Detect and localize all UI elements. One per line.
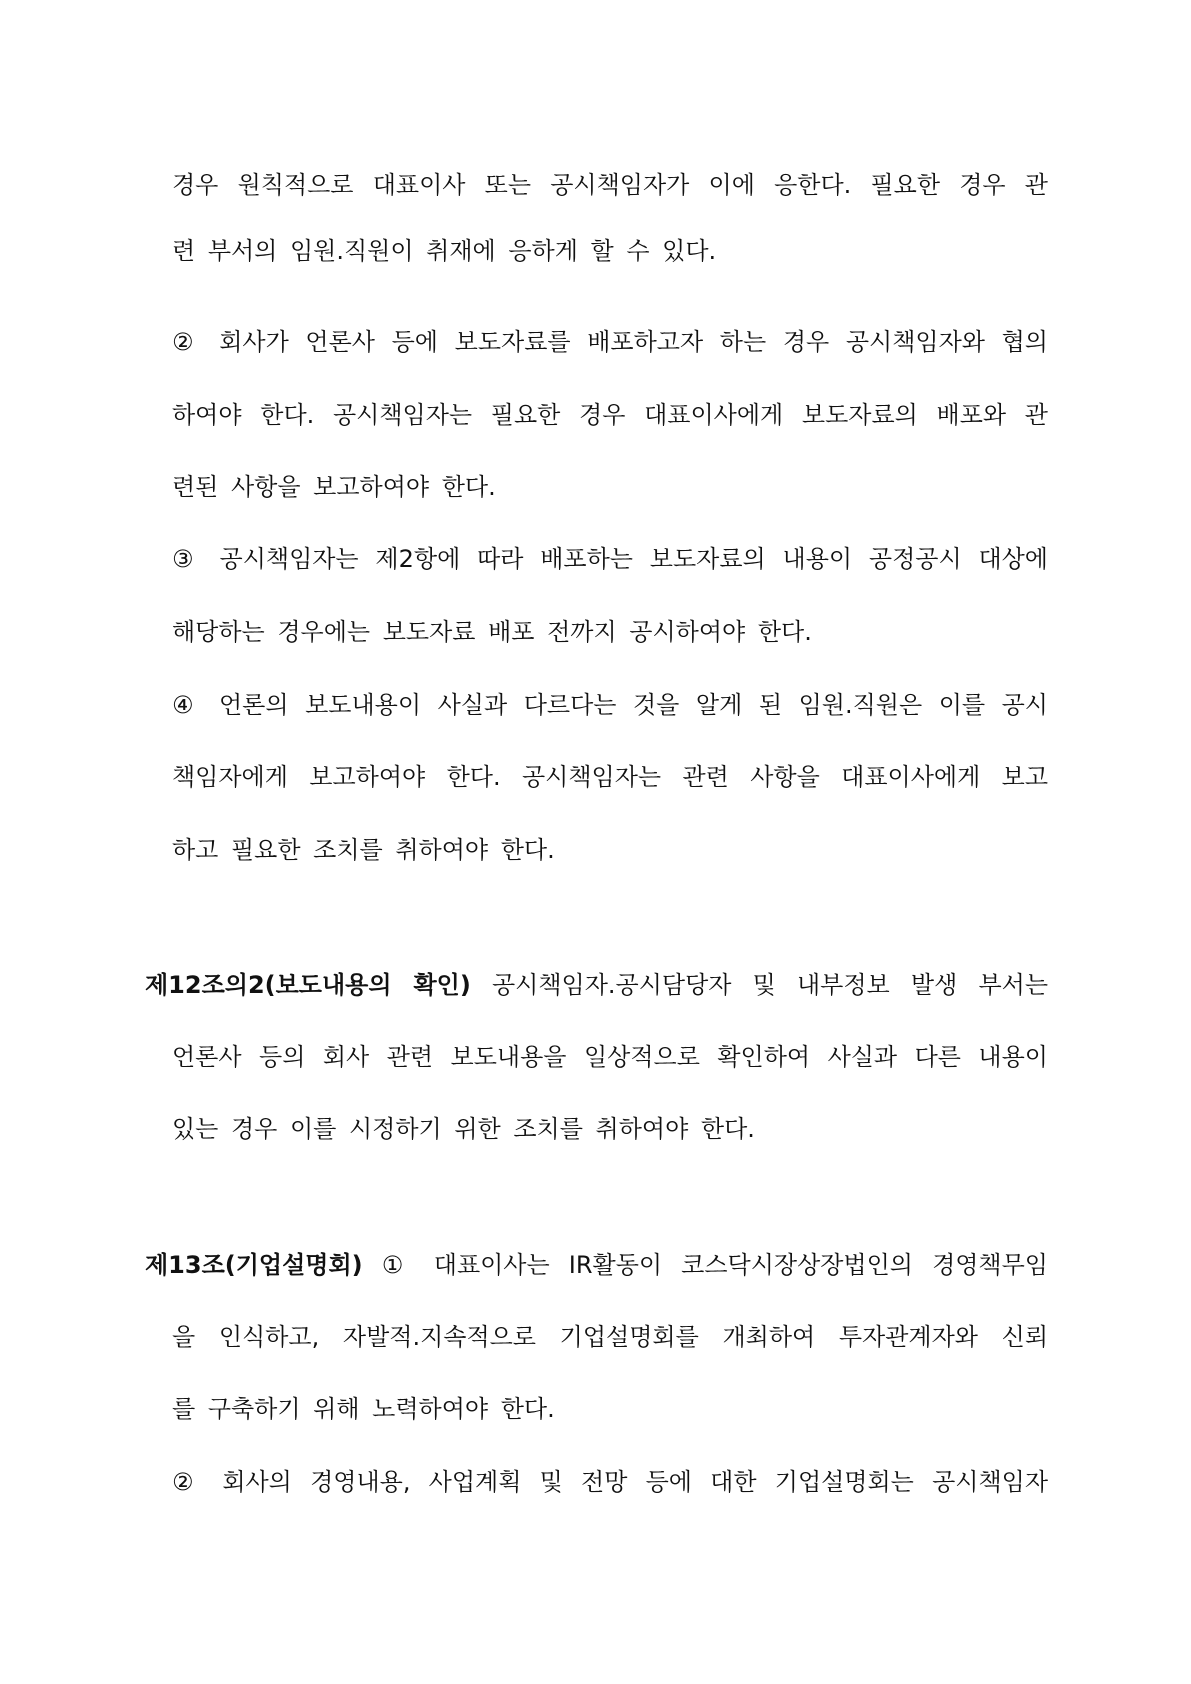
body-line: 련된 사항을 보고하여야 한다.: [172, 473, 496, 501]
body-line: 있는 경우 이를 시정하기 위한 조치를 취하여야 한다.: [172, 1115, 755, 1143]
article-13-text: ① 대표이사는 IR활동이 코스닥시장상장법인의 경영책무임: [362, 1251, 1048, 1279]
body-line: ④ 언론의 보도내용이 사실과 다르다는 것을 알게 된 임원.직원은 이를 공시: [172, 691, 1048, 719]
body-line: ② 회사가 언론사 등에 보도자료를 배포하고자 하는 경우 공시책임자와 협의: [172, 328, 1048, 356]
body-line: ② 회사의 경영내용, 사업계획 및 전망 등에 대한 기업설명회는 공시책임자: [172, 1468, 1048, 1496]
article-13-title: 제13조(기업설명회): [145, 1251, 363, 1279]
body-line: 를 구축하기 위해 노력하여야 한다.: [172, 1395, 555, 1423]
article-12-2-title: 제12조의2(보도내용의 확인): [145, 971, 471, 999]
body-line: 책임자에게 보고하여야 한다. 공시책임자는 관련 사항을 대표이사에게 보고: [172, 763, 1048, 791]
body-line: 련 부서의 임원.직원이 취재에 응하게 할 수 있다.: [172, 237, 717, 265]
body-line: 언론사 등의 회사 관련 보도내용을 일상적으로 확인하여 사실과 다른 내용이: [172, 1043, 1048, 1071]
body-line: 하고 필요한 조치를 취하여야 한다.: [172, 836, 555, 864]
article-12-2-text: 공시책임자.공시담당자 및 내부정보 발생 부서는: [470, 971, 1049, 999]
body-line: 하여야 한다. 공시책임자는 필요한 경우 대표이사에게 보도자료의 배포와 관: [172, 401, 1048, 429]
body-line: ③ 공시책임자는 제2항에 따라 배포하는 보도자료의 내용이 공정공시 대상에: [172, 545, 1048, 573]
article-12-2-heading-line: [145, 968, 1048, 1002]
body-line: 을 인식하고, 자발적.지속적으로 기업설명회를 개최하여 투자관계자와 신뢰: [172, 1323, 1048, 1351]
body-line: 해당하는 경우에는 보도자료 배포 전까지 공시하여야 한다.: [172, 618, 812, 646]
body-line: 경우 원칙적으로 대표이사 또는 공시책임자가 이에 응한다. 필요한 경우 관: [172, 171, 1048, 199]
article-13-heading-line: [145, 1248, 1048, 1282]
